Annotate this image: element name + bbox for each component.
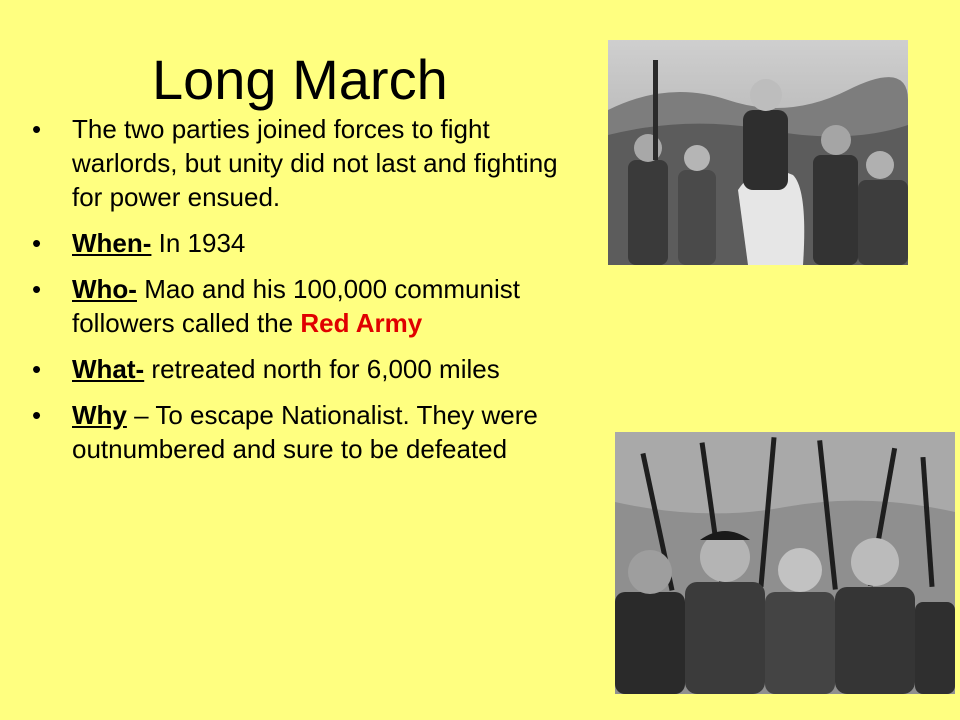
bullet-item xyxy=(32,352,592,386)
bullet-lead: What- xyxy=(72,354,145,384)
photo-red-army-soldiers xyxy=(615,432,955,694)
bullet-text: In 1934 xyxy=(151,228,246,258)
bullet-item xyxy=(32,398,592,466)
slide-title: Long March xyxy=(152,48,448,111)
bullet-dot: • xyxy=(32,114,42,144)
bullet-item xyxy=(32,112,592,214)
bullet-item xyxy=(32,272,592,340)
bullet-dot: • xyxy=(32,354,42,384)
photo-red-army-soldiers-graphic xyxy=(615,432,955,694)
bullet-item xyxy=(32,226,592,260)
bullet-text: The two parties joined forces to fight warlords, but unity did not last and fighting for power ensued. xyxy=(72,114,558,212)
photo-mao-on-horseback-graphic xyxy=(608,40,908,265)
bullet-text: Mao and his 100,000 communist followers called the xyxy=(72,274,520,338)
bullet-dot: • xyxy=(32,400,42,430)
bullet-text: retreated north for 6,000 miles xyxy=(144,354,500,384)
red-army-highlight: Red Army xyxy=(300,308,423,338)
bullet-list xyxy=(32,112,592,478)
bullet-dot: • xyxy=(32,228,42,258)
photo-mao-on-horseback xyxy=(608,40,908,265)
bullet-lead: When- xyxy=(72,228,152,258)
bullet-text: – To escape Nationalist. They were outnumbered and sure to be defeated xyxy=(72,400,538,464)
bullet-dot: • xyxy=(32,274,42,304)
bullet-lead: Who- xyxy=(72,274,137,304)
bullet-lead: Why xyxy=(72,400,127,430)
